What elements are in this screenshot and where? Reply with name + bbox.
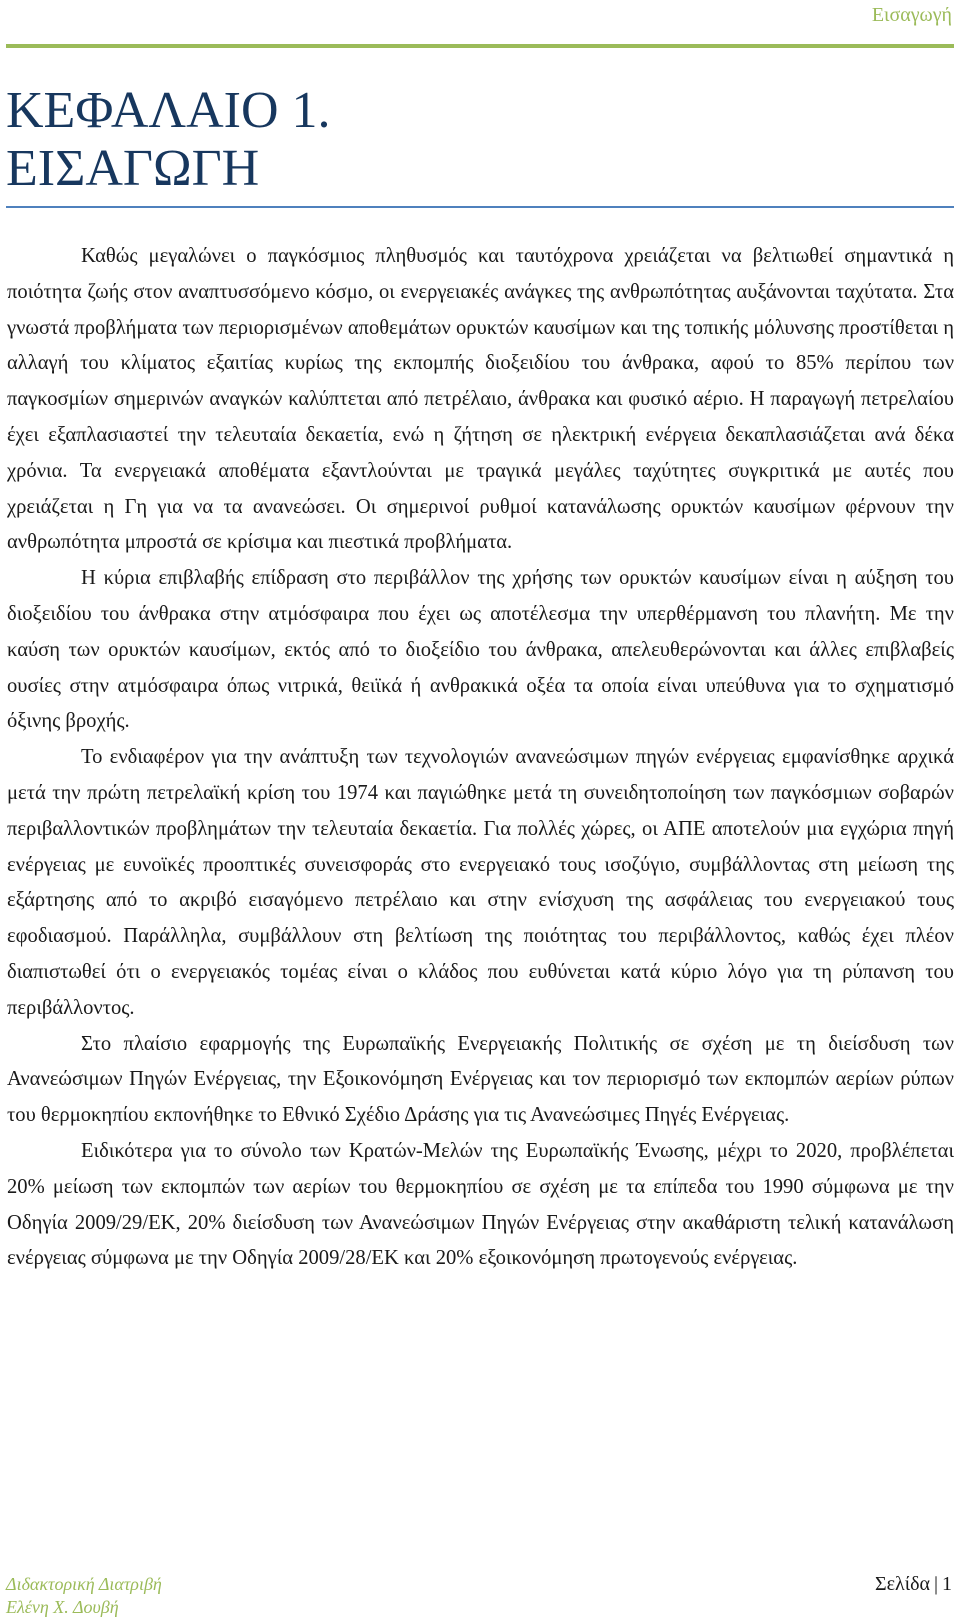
page-indicator xyxy=(875,1573,952,1596)
running-header: Εισαγωγή xyxy=(871,4,952,26)
page-label: Σελίδα xyxy=(874,1573,930,1595)
chapter-number: ΚΕΦΑΛΑΙΟ 1. xyxy=(6,82,331,139)
chapter-name: ΕΙΣΑΓΩΓΗ xyxy=(6,140,260,197)
paragraph: Στο πλαίσιο εφαρμογής της Ευρωπαϊκής Ενεργειακής Πολιτικής σε σχέση με τη διείσδυση των Ανανεώσιμων Πηγών Ενέργειας, την Εξοικονόμηση Ενέργειας και τον περιορισμό των εκπομπών αερίων ρύπων του θερμοκηπίου εκπονήθηκε το Εθνικό Σχέδιο Δράσης για τις Ανανεώσιμες Πηγές Ενέργειας. xyxy=(7,1032,954,1127)
body-text xyxy=(7,239,954,1277)
paragraph: Το ενδιαφέρον για την ανάπτυξη των τεχνολογιών ανανεώσιμων πηγών ενέργειας εμφανίσθηκε αρχικά μετά την πρώτη πετρελαϊκή κρίση του 1974 και παγιώθηκε μετά τη συνειδητοποίηση των παγκόσμιων σοβαρών περιβαλλοντικών προβλημάτων την τελευταία δεκαετία. Για πολλές χώρες, οι ΑΠΕ αποτελούν μια εγχώρια πηγή ενέργειας με ευνοϊκές προοπτικές συνεισφοράς στο ενεργειακό τους ισοζύγιο, συμβάλλοντας στη μείωση της εξάρτησης από το ακριβό εισαγόμενο πετρέλαιο και στην ενίσχυση της ασφάλειας του ενεργειακού τους εφοδιασμού. Παράλληλα, συμβάλλουν στη βελτίωση της ποιότητας του περιβάλλοντος, καθώς έχει πλέον διαπιστωθεί ότι ο ενεργειακός τομέας είναι ο κλάδος που ευθύνεται κατά κύριο λόγο για τη ρύπανση του περιβάλλοντος. xyxy=(7,746,954,1019)
header-rule xyxy=(6,44,954,48)
paragraph: Καθώς μεγαλώνει ο παγκόσμιος πληθυσμός και ταυτόχρονα χρειάζεται να βελτιωθεί σημαντικά η ποιότητα ζωής στον αναπτυσσόμενο κόσμο, οι ενεργειακές ανάγκες της ανθρωπότητας αυξάνονται ταχύτατα. Στα γνωστά προβλήματα των περιορισμένων αποθεμάτων ορυκτών καυσίμων και της τοπικής μόλυνσης προστίθεται η αλλαγή του κλίματος εξαιτίας κυρίως της εκπομπής διοξειδίου του άνθρακα, αφού το 85% περίπου των παγκοσμίων σημερινών αναγκών καλύπτεται από πετρέλαιο, άνθρακα και φυσικό αέριο. Η παραγωγή πετρελαίου έχει εξαπλασιαστεί την τελευταία δεκαετία, ενώ η ζήτηση σε ηλεκτρική ενέργεια δεκαπλασιάζεται ανά δέκα χρόνια. Τα ενεργειακά αποθέματα εξαντλούνται με τραγικά μεγάλες ταχύτητες συγκριτικά με αυτές που χρειάζεται η Γη για να τα ανανεώσει. Οι σημερινοί ρυθμοί κατανάλωσης ορυκτών καυσίμων φέρνουν την ανθρωπότητα μπροστά σε κρίσιμα και πιεστικά προβλήματα. xyxy=(7,245,954,554)
page-number: 1 xyxy=(942,1573,952,1595)
title-rule xyxy=(6,206,954,208)
chapter-title xyxy=(6,82,954,198)
paragraph: Ειδικότερα για το σύνολο των Κρατών-Μελών της Ευρωπαϊκής Ένωσης, μέχρι το 2020, προβλέπεται 20% μείωση των εκπομπών των αερίων του θερμοκηπίου σε σχέση με τα επίπεδα του 1990 σύμφωνα με την Οδηγία 2009/29/ΕΚ, 20% διείσδυση των Ανανεώσιμων Πηγών Ενέργειας στην ακαθάριστη τελική κατανάλωση ενέργειας σύμφωνα με την Οδηγία 2009/28/ΕΚ και 20% εξοικονόμηση πρωτογενούς ενέργειας. xyxy=(7,1139,954,1270)
author-name: Ελένη Χ. Δουβή xyxy=(6,1597,119,1617)
paragraph: Η κύρια επιβλαβής επίδραση στο περιβάλλον της χρήσης των ορυκτών καυσίμων είναι η αύξηση του διοξειδίου του άνθρακα στην ατμόσφαιρα που έχει ως αποτέλεσμα την υπερθέρμανση του πλανήτη. Με την καύση των ορυκτών καυσίμων, εκτός από το διοξείδιο του άνθρακα, απελευθερώνονται και άλλες επιβλαβείς ουσίες στην ατμόσφαιρα όπως νιτρικά, θειϊκά ή ανθρακικά οξέα τα οποία είναι υπεύθυνα για το σχηματισμό όξινης βροχής. xyxy=(7,567,954,733)
page-separator: | xyxy=(933,1573,938,1595)
thesis-label: Διδακτορική Διατριβή xyxy=(6,1574,162,1594)
footer-left xyxy=(6,1573,162,1619)
